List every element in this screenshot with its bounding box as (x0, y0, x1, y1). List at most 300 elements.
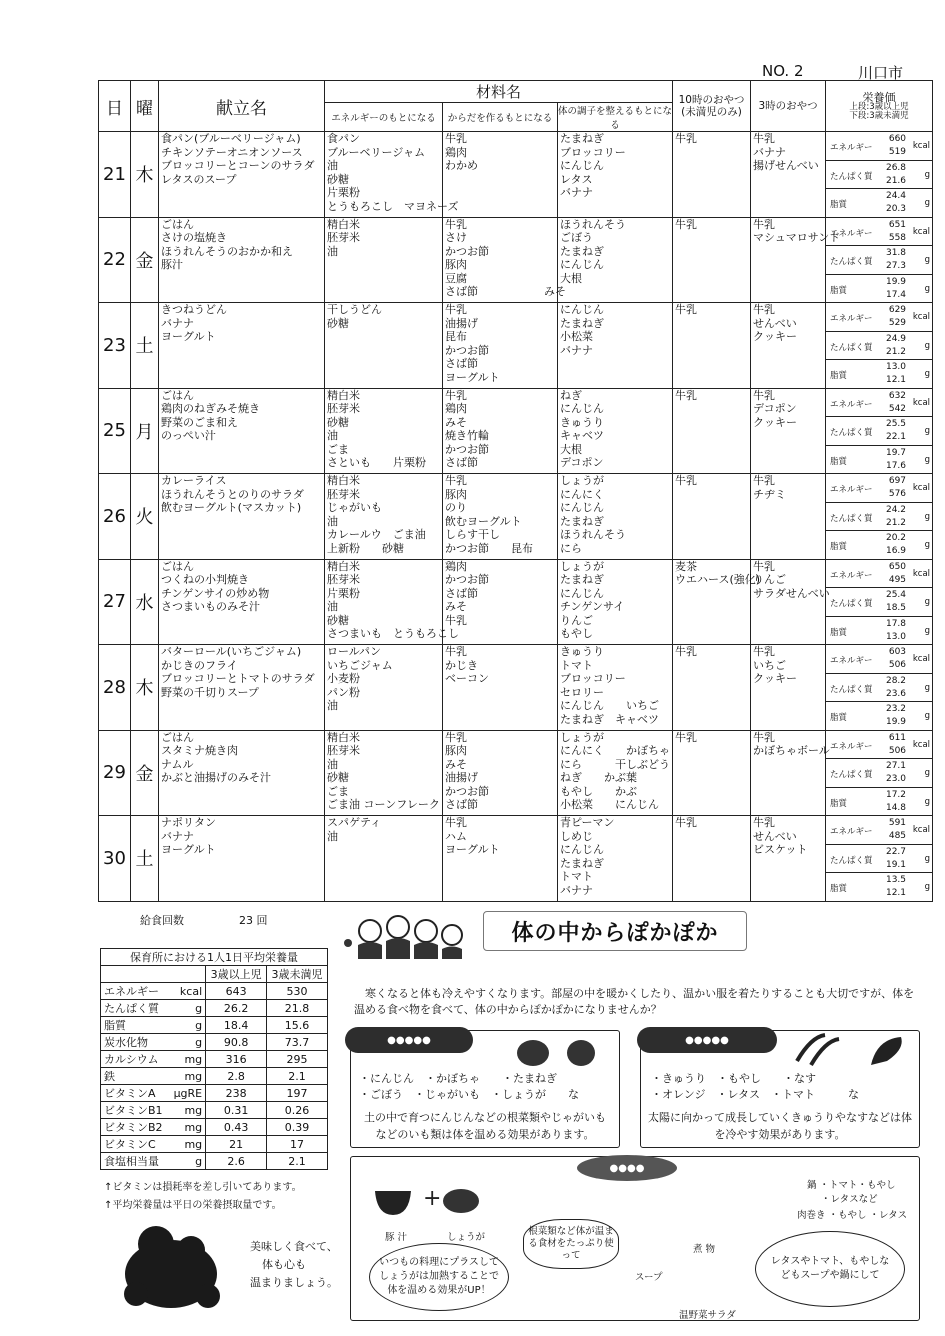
nutrient-row-fat (826, 873, 932, 901)
nutrient-label: たんぱく質 (830, 171, 873, 182)
energy-ingredients-item: 胚芽米 (327, 487, 360, 501)
energy-ingredients-item: 砂糖 (327, 172, 349, 186)
condition-ingredients-item: にら (560, 541, 582, 555)
menu-items-item: レタスのスープ (161, 172, 237, 186)
nutrient-value-under3: 20.3 (885, 204, 907, 214)
nutrient-unit: g (924, 454, 931, 465)
avg-value-over3: 2.6 (206, 1153, 267, 1170)
header-ingredients: 材料名 (325, 81, 673, 103)
avg-unit: kcal (169, 983, 206, 1000)
body-ingredients-item: 牛乳 (445, 730, 467, 744)
snack3-item: チヂミ (753, 487, 787, 501)
snack3-item: 牛乳 (753, 730, 776, 744)
energy-ingredients-item: ブルーベリージャム (327, 145, 426, 159)
body-ingredients-item: かつお節 (445, 244, 489, 258)
warming-items: ・にんじん ・かぼちゃ ・たまねぎ ・ごぼう ・じゃがいも ・しょうが な (359, 1072, 579, 1101)
snack3-item: いちご (753, 658, 787, 672)
avg-row (101, 983, 328, 1000)
body-ingredients-item: 昆布 (445, 330, 467, 343)
body-ingredients (443, 816, 558, 902)
avg-col1: 3歳以上児 (206, 966, 267, 983)
day-row (99, 816, 933, 902)
ginger-label: しょうが (447, 1232, 486, 1243)
energy-ingredients-item: 上新粉 砂糖 (327, 541, 404, 555)
snack10-item: 牛乳 (675, 303, 698, 316)
nutrient-value-under3: 542 (888, 403, 907, 414)
body-ingredients-item: のり (445, 501, 467, 514)
snack10-item: 牛乳 (675, 645, 698, 658)
nutrient-label: エネルギー (830, 485, 873, 495)
condition-ingredients-item: ほうれんそう (560, 528, 626, 541)
snack3-item: デコポン (753, 402, 797, 415)
day-of-week: 月 (131, 388, 159, 474)
menu-items-item: かじきのフライ (161, 658, 238, 672)
nutrition-values (826, 388, 933, 474)
condition-ingredients (558, 217, 673, 303)
energy-ingredients-item: 砂糖 (327, 415, 349, 429)
energy-ingredients-item: さつまいも とうもろこし (327, 627, 459, 640)
condition-ingredients-item: にんじん (560, 501, 604, 514)
nutrient-value-over3: 31.8 (885, 248, 907, 258)
day-date: 26 (99, 474, 131, 560)
nutrient-row-protein (826, 161, 932, 190)
body-ingredients (443, 474, 558, 560)
avg-value-over3: 643 (206, 983, 267, 1000)
snack3-item: 牛乳 (753, 388, 776, 402)
snack10-item: 牛乳 (675, 132, 698, 145)
body-ingredients-item: かつお節 昆布 (445, 541, 533, 555)
body-ingredients-item: ヨーグルト (445, 370, 500, 384)
energy-ingredients-item: ごま油 コーンフレーク (327, 798, 440, 811)
body-ingredients (443, 559, 558, 645)
nutrition-values (826, 730, 933, 816)
menu-items (159, 559, 325, 645)
day-date: 27 (99, 559, 131, 645)
nutrient-unit: g (924, 682, 931, 693)
nutrient-row-protein (826, 588, 932, 617)
avg-nutrient-name: ビタミンA (101, 1085, 169, 1102)
nutrient-unit: kcal (912, 568, 931, 579)
energy-ingredients-item: じゃがいも (327, 501, 382, 514)
snack3 (751, 474, 826, 560)
snack3 (751, 645, 826, 731)
cooling-items: ・きゅうり ・もやし ・なす ・オレンジ ・レタス ・トマト な (651, 1072, 860, 1101)
condition-ingredients-item: にんじん (560, 586, 604, 600)
avg-nutrient-name: カルシウム (101, 1051, 169, 1068)
nutrient-value-over3: 13.5 (885, 875, 907, 885)
nutrient-value-under3: 495 (888, 574, 907, 585)
nutrient-value-under3: 519 (888, 147, 907, 157)
day-row (99, 303, 933, 389)
menu-items (159, 132, 325, 218)
condition-ingredients-item: バナナ (560, 883, 593, 897)
nutrient-value-under3: 529 (888, 318, 907, 328)
svg-text:+: + (423, 1186, 442, 1211)
avg-unit: mg (169, 1051, 206, 1068)
salad-label: 温野菜サラダ (679, 1310, 736, 1321)
note-vitamin: ↑ビタミンは損耗率を差し引いてあります。 (104, 1182, 302, 1193)
avg-value-over3: 26.2 (206, 1000, 267, 1017)
nutrient-value-over3: 17.2 (885, 789, 907, 800)
avg-row (101, 1119, 328, 1136)
body-ingredients-item: かつお節 (445, 573, 489, 586)
body-ingredients-item: さば節 (445, 586, 478, 600)
nutrient-value-over3: 591 (888, 818, 907, 828)
energy-ingredients-item: 片栗粉 (327, 186, 360, 199)
menu-items-item: ほうれんそうとのりのサラダ (161, 487, 304, 501)
nutrient-value-over3: 629 (888, 305, 907, 315)
condition-ingredients-item: もやし (560, 627, 593, 640)
warming-foods-panel (350, 1030, 620, 1148)
energy-ingredients-item: 精白米 (327, 730, 360, 744)
menu-items-item: スタミナ焼き肉 (161, 744, 238, 757)
condition-ingredients-item: もやし かぶ (560, 784, 637, 798)
condition-ingredients-item: バナナ (560, 343, 593, 357)
body-ingredients-item: さば節 (445, 798, 478, 811)
body-ingredients-item: さば節 (445, 357, 478, 370)
condition-ingredients-item: ブロッコリー (560, 145, 626, 159)
condition-ingredients-item: レタス (560, 172, 593, 186)
nabe-label: 鍋 ・トマト・もやし (807, 1180, 896, 1191)
nutrient-label: たんぱく質 (830, 855, 873, 866)
feature-intro: 寒くなると体も冷えやすくなります。部屋の中を暖かくしたり、温かい服を着たりすることも大切ですが、体を温める食べ物を食べて、体の中からぽかぽかになりませんか？ (354, 987, 915, 1016)
body-ingredients-item: 油揚げ (445, 771, 478, 784)
snack10-item: 牛乳 (675, 388, 698, 402)
condition-ingredients-item: しめじ (560, 829, 593, 843)
menu-items (159, 303, 325, 389)
body-ingredients-item: 牛乳 (445, 474, 467, 487)
energy-ingredients-item: さといも 片栗粉 (327, 456, 426, 469)
nutrient-unit: g (924, 369, 931, 379)
avg-value-over3: 18.4 (206, 1017, 267, 1034)
body-ingredients-item: みそ (445, 600, 467, 613)
condition-ingredients-item: ほうれんそう (560, 217, 626, 231)
nutrient-label: エネルギー (830, 570, 873, 581)
nutrient-value-over3: 611 (888, 732, 907, 743)
warming-tips-panel (350, 1156, 920, 1321)
snack10-item: 麦茶 (675, 559, 698, 573)
snack10 (673, 132, 751, 218)
snack3-item: 牛乳 (753, 559, 776, 573)
avg-title: 保育所における1人1日平均栄養量 (101, 949, 328, 966)
nutrition-values (826, 816, 933, 902)
nutrient-value-over3: 603 (888, 647, 907, 657)
nutrient-value-over3: 697 (888, 476, 907, 486)
nutrient-unit: kcal (912, 141, 931, 151)
energy-ingredients (325, 217, 443, 303)
nutrient-unit: kcal (912, 226, 931, 237)
condition-ingredients (558, 132, 673, 218)
menu-items-item: ブロッコリーとコーンのサラダ (161, 159, 315, 172)
snack3-item: せんべい (753, 829, 797, 843)
soup-label: スープ (635, 1272, 663, 1283)
nutrient-label: たんぱく質 (830, 684, 873, 695)
nutrient-value-over3: 24.4 (885, 191, 907, 201)
condition-ingredients-item: 小松菜 にんじん (560, 798, 659, 811)
nutrient-value-under3: 506 (888, 660, 907, 670)
avg-value-under3: 21.8 (267, 1000, 328, 1017)
condition-ingredients-item: にんじん いちご (560, 699, 659, 712)
nutrient-value-under3: 18.5 (885, 603, 907, 613)
nutrient-value-over3: 660 (888, 134, 907, 144)
feature-title-box (483, 911, 747, 951)
day-of-week: 水 (131, 559, 159, 645)
day-of-week: 土 (131, 303, 159, 389)
day-of-week: 金 (131, 217, 159, 303)
nutrition-values (826, 303, 933, 389)
nutrient-unit: g (924, 711, 931, 721)
snack3 (751, 559, 830, 645)
menu-items (159, 217, 325, 303)
snack3-item: 牛乳 (753, 816, 776, 829)
day-of-week: 木 (131, 132, 159, 218)
body-ingredients (443, 645, 558, 731)
nutrient-label: たんぱく質 (830, 342, 873, 353)
menu-items-item: さつまいものみそ汁 (161, 600, 260, 613)
nutrient-label: エネルギー (830, 399, 873, 410)
avg-nutrient-name: 食塩相当量 (101, 1153, 169, 1170)
nutrient-value-over3: 28.2 (885, 675, 907, 686)
menu-items (159, 816, 325, 902)
energy-ingredients (325, 645, 443, 731)
issue-number: NO. 2 (762, 62, 804, 80)
nutrient-value-under3: 21.2 (885, 346, 907, 357)
day-date: 22 (99, 217, 131, 303)
nutrient-unit: g (924, 768, 931, 778)
energy-ingredients-item: 片栗粉 (327, 586, 360, 600)
avg-value-over3: 21 (206, 1136, 267, 1153)
nutrient-row-protein (826, 503, 932, 532)
nutrient-value-under3: 12.1 (885, 375, 907, 385)
header-nutrition: 栄養価 上段:3歳以上児 下段:3歳未満児 (826, 81, 933, 132)
condition-ingredients-item: たまねぎ (560, 856, 604, 870)
nutrient-unit: kcal (912, 825, 931, 835)
menu-items-item: 豚汁 (161, 258, 183, 271)
day-date: 21 (99, 132, 131, 218)
energy-ingredients (325, 730, 443, 816)
condition-ingredients (558, 559, 673, 645)
condition-ingredients-item: にんじん (560, 159, 604, 172)
day-row (99, 474, 933, 560)
nutrient-row-protein (826, 759, 932, 788)
energy-ingredients-item: 油 (327, 159, 338, 172)
nutrient-unit: g (924, 625, 931, 636)
nutrient-value-over3: 25.4 (885, 590, 907, 600)
condition-ingredients-item: しょうが (560, 474, 604, 487)
header-body-source: からだを作るもとになる (443, 103, 558, 132)
avg-unit: mg (169, 1136, 206, 1153)
nutrient-row-protein (826, 674, 932, 703)
avg-unit: g (169, 1034, 206, 1051)
energy-ingredients-item: ロールパン (327, 645, 382, 658)
snack3-item: サラダせんべい (753, 586, 830, 600)
menu-items-item: 食パン(ブルーベリージャム) (161, 132, 301, 145)
snack10-item: 牛乳 (675, 474, 698, 487)
nutrient-label: 脂質 (830, 200, 848, 210)
cooling-foods-panel (640, 1030, 920, 1148)
nutrition-values (826, 132, 933, 218)
menu-items (159, 388, 325, 474)
nutrient-row-fat (826, 531, 932, 559)
menu-items-item: バナナ (161, 316, 194, 330)
nutrient-value-over3: 22.7 (885, 846, 907, 857)
menu-items-item: ごはん (161, 388, 194, 402)
snack3-item: クッキー (753, 672, 798, 685)
avg-value-under3: 15.6 (267, 1017, 328, 1034)
menu-items-item: ごはん (161, 217, 194, 231)
nutrient-label: エネルギー (830, 314, 873, 324)
avg-nutrient-name: エネルギー (101, 983, 169, 1000)
body-ingredients (443, 388, 558, 474)
avg-row (101, 1017, 328, 1034)
condition-ingredients (558, 816, 673, 902)
snack3-item: ビスケット (753, 843, 808, 856)
header-condition-source: 体の調子を整えるもとになる (558, 103, 673, 132)
energy-ingredients-item: スパゲティ (327, 816, 382, 829)
nutrient-row-energy (826, 816, 932, 845)
body-ingredients-item: 油揚げ (445, 316, 478, 330)
energy-ingredients-item: パン粉 (327, 685, 360, 699)
avg-col2: 3歳未満児 (267, 966, 328, 983)
nutrient-unit: g (924, 340, 931, 351)
energy-ingredients (325, 474, 443, 560)
snack3-item: クッキー (753, 415, 798, 429)
nutrient-value-over3: 651 (888, 219, 907, 230)
condition-ingredients-item: ごぼう (560, 231, 593, 244)
energy-ingredients (325, 303, 443, 389)
nutrient-value-under3: 23.6 (885, 688, 907, 699)
snack10-item: ウエハース(強化) (675, 573, 761, 586)
snack3 (751, 132, 826, 218)
body-ingredients-item: 豆腐 (445, 271, 467, 285)
day-row (99, 388, 933, 474)
snack3-item: せんべい (753, 316, 797, 330)
body-ingredients-item: みそ (445, 415, 467, 429)
body-ingredients-item: 鶏肉 (445, 145, 467, 159)
menu-items-item: ごはん (161, 559, 194, 573)
snack10-item: 牛乳 (675, 730, 698, 744)
body-ingredients-item: 豚肉 (445, 258, 467, 271)
nutrient-value-under3: 14.8 (885, 802, 907, 813)
snack10 (673, 474, 751, 560)
nutrient-row-protein (826, 332, 932, 361)
condition-ingredients (558, 388, 673, 474)
condition-ingredients-item: しょうが (560, 730, 604, 744)
energy-ingredients-item: 食パン (327, 132, 360, 145)
snack3-item: クッキー (753, 330, 798, 343)
energy-ingredients-item: ごま (327, 784, 349, 798)
condition-ingredients-item: にんにく (560, 487, 604, 501)
snack10 (673, 559, 761, 645)
condition-ingredients-item: にんじん (560, 258, 604, 271)
avg-unit: g (169, 1153, 206, 1170)
body-ingredients-item: わかめ (445, 159, 478, 172)
avg-row (101, 1000, 328, 1017)
nutrient-value-over3: 650 (888, 561, 907, 572)
energy-ingredients-item: 精白米 (327, 217, 360, 231)
nutrient-label: たんぱく質 (830, 257, 873, 267)
energy-ingredients-item: とうもろこし マヨネーズ (327, 199, 459, 213)
condition-ingredients-item: きゅうり (560, 645, 604, 658)
body-ingredients-item: かじき (445, 658, 478, 672)
header-dow: 曜 (131, 81, 159, 132)
avg-value-over3: 238 (206, 1085, 267, 1102)
avg-value-under3: 2.1 (267, 1153, 328, 1170)
condition-ingredients-item: たまねぎ (560, 573, 604, 586)
avg-unit: mg (169, 1119, 206, 1136)
nutrient-value-under3: 506 (888, 745, 907, 756)
menu-items-item: 野菜のごま和え (161, 415, 238, 429)
snack10 (673, 645, 751, 731)
nutrient-unit: g (924, 255, 931, 265)
menu-items-item: ヨーグルト (161, 843, 216, 856)
nutrient-row-fat (826, 788, 932, 816)
body-ingredients-item: 焼き竹輪 (445, 429, 489, 442)
condition-ingredients-item: にんにく かぼちゃ (560, 744, 670, 757)
menu-items-item: ヨーグルト (161, 330, 216, 343)
condition-ingredients-item: たまねぎ (560, 244, 604, 258)
avg-nutrient-name: ビタミンC (101, 1136, 169, 1153)
condition-ingredients-item: たまねぎ (560, 514, 604, 528)
day-of-week: 土 (131, 816, 159, 902)
menu-items-item: のっぺい汁 (161, 429, 216, 442)
condition-ingredients-item: しょうが (560, 559, 604, 573)
nutrient-value-over3: 19.7 (885, 447, 907, 458)
avg-value-under3: 73.7 (267, 1034, 328, 1051)
energy-ingredients-item: 小麦粉 (327, 672, 360, 685)
snack3-item: 牛乳 (753, 132, 776, 145)
menu-items-item: ほうれんそうのおかか和え (161, 244, 293, 258)
menu-items-item: 飲むヨーグルト(マスカット) (161, 501, 302, 514)
nutrient-value-over3: 19.9 (885, 276, 907, 287)
body-ingredients-item: 牛乳 (445, 613, 467, 627)
avg-unit: mg (169, 1102, 206, 1119)
body-ingredients (443, 217, 566, 303)
avg-value-under3: 2.1 (267, 1068, 328, 1085)
nutrient-unit: kcal (912, 397, 931, 408)
energy-ingredients-item: 胚芽米 (327, 744, 360, 757)
nimono-label: 煮 物 (693, 1244, 716, 1255)
nutrient-unit: kcal (912, 312, 931, 322)
menu-items (159, 645, 325, 731)
nutrient-row-fat (826, 360, 932, 388)
avg-row (101, 1102, 328, 1119)
body-ingredients-item: さけ (445, 231, 467, 244)
nutrition-values (826, 645, 933, 731)
day-row (99, 217, 933, 303)
nutrient-row-energy (826, 731, 932, 760)
nutrient-label: たんぱく質 (830, 513, 873, 524)
day-of-week: 金 (131, 730, 159, 816)
condition-ingredients-item: バナナ (560, 186, 593, 199)
avg-value-over3: 2.8 (206, 1068, 267, 1085)
tonjiru-ginger-icon (371, 1175, 481, 1225)
header-menu: 献立名 (159, 81, 325, 132)
snack3-item: 牛乳 (753, 217, 776, 231)
header-snack3: 3時のおやつ (751, 81, 826, 132)
avg-unit: g (169, 1017, 206, 1034)
day-date: 30 (99, 816, 131, 902)
note-average: ↑平均栄養量は平日の栄養摂取量です。 (104, 1200, 282, 1211)
nutrient-value-under3: 23.0 (885, 774, 907, 784)
snack3-item: 牛乳 (753, 645, 776, 658)
cucumber-eggplant-icon (791, 1031, 911, 1071)
nutrient-label: たんぱく質 (830, 770, 873, 780)
nutrient-label: 脂質 (830, 798, 848, 809)
nutrient-row-energy (826, 218, 932, 247)
nutrient-unit: kcal (912, 483, 931, 493)
snack10 (673, 303, 751, 389)
